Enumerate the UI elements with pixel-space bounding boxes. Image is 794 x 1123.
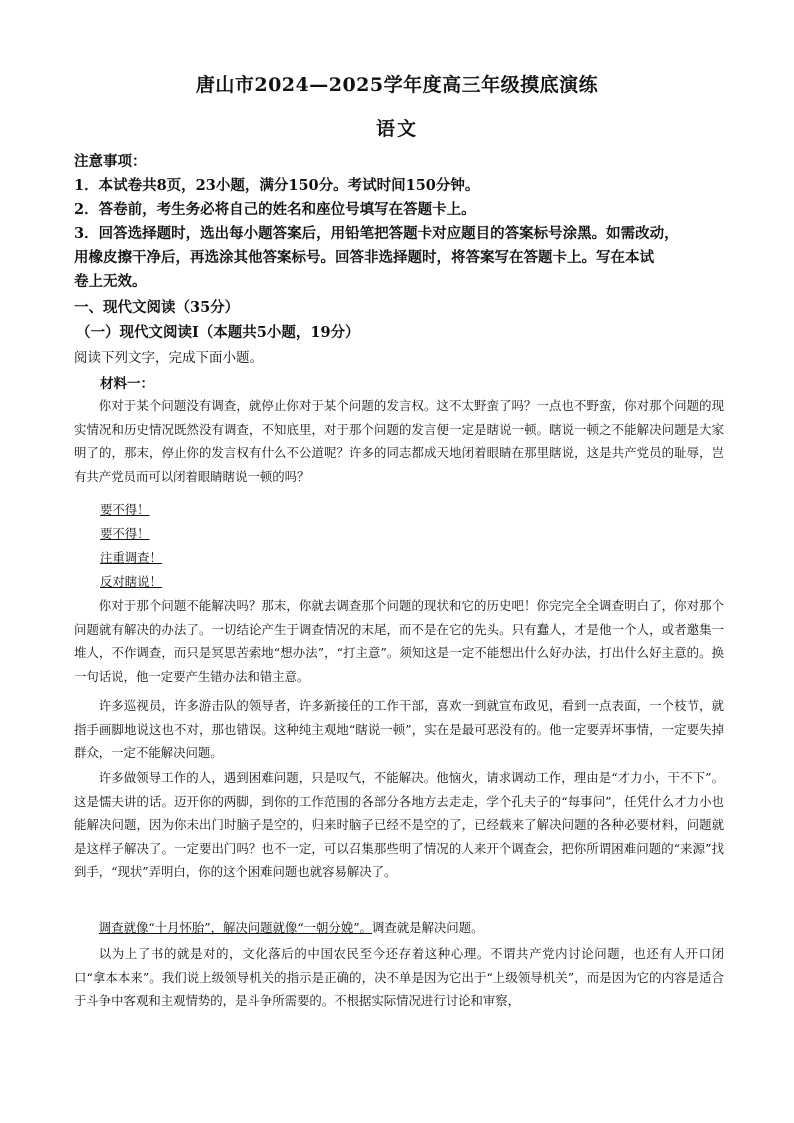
reading-instruction: 阅读下列文字，完成下面小题。: [74, 350, 263, 366]
paragraph-1: 你对于某个问题没有调查，就停止你对于某个问题的发言权。这不太野蛮了吗？一点也不野蛮，你对那个问题的现实情况和历史情况既然没有调查，不知底里，对于那个问题的发言便一定是瞎说一顿。瞎说一顿之不能解决问题是大家明了的，那末，停止你的发言权有什么不公道呢？许多的同志都成天地闭着眼睛在那里瞎说，这是共产党员的耻辱，岂有共产党员而可以闭着眼睛瞎说一顿的吗？: [74, 398, 724, 484]
short-line-3: 注重调查！: [100, 550, 162, 565]
paragraph-3: 许多巡视员，许多游击队的领导者，许多新接任的工作干部，喜欢一到就宣布政见，看到一点表面，一个枝节，就指手画脚地说这也不对，那也错误。这种纯主观地“瞎说一顿”，实在是最可恶没有的。他一定要弄坏事情，一定要失掉群众，一定不能解决问题。: [74, 698, 724, 761]
short-line-1: 要不得！: [100, 502, 150, 517]
paragraph-4: 许多做领导工作的人，遇到困难问题，只是叹气，不能解决。他恼火，请求调动工作，理由是“才力小，干不下”。这是懦夫讲的话。迈开你的两脚，到你的工作范围的各部分各地方去走走，学个孔夫子的“每事问”，任凭什么才力小也能解决问题，因为你未出门时脑子是空的，归来时脑子已经不是空的了，已经载来了解决问题的各种必要材料，问题就是这样子解决了。一定要出门吗？也不一定，可以召集那些明了情况的人来开个调查会，把你所谓困难问题的“来源”找到手，“现状”弄明白，你的这个困难问题也就容易解决了。: [74, 770, 724, 880]
paragraph-5-tail: 调查就是解决问题。: [371, 920, 484, 935]
notes-item-2: 2．答卷前，考生务必将自己的姓名和座位号填写在答题卡上。: [74, 201, 476, 218]
paragraph-5: [74, 916, 724, 940]
notes-heading: 注意事项：: [74, 153, 147, 170]
notes-item-3-cont: 用橡皮擦干净后，再选涂其他答案标号。回答非选择题时，将答案写在答题卡上。写在本试: [74, 249, 654, 266]
material-label: 材料一：: [100, 376, 154, 392]
paragraph-2: 你对于那个问题不能解决吗？那末，你就去调查那个问题的现状和它的历史吧！你完完全全调查明白了，你对那个问题就有解决的办法了。一切结论产生于调查情况的末尾，而不是在它的先头。只有蠢人，才是他一个人，或者邀集一堆人，不作调查，而只是冥思苦索地“想办法”，“打主意”。须知这是一定不能想出什么好办法，打出什么好主意的。换一句话说，他一定要产生错办法和错主意。: [74, 598, 724, 684]
paragraph-6: 以为上了书的就是对的，文化落后的中国农民至今还存着这种心理。不谓共产党内讨论问题，也还有人开口闭口“拿本本来”。我们说上级领导机关的指示是正确的，决不单是因为它出于“上级领导机关”，而是因为它的内容是适合于斗争中客观和主观情势的，是斗争所需要的。不根据实际情况进行讨论和审察，: [74, 946, 724, 1009]
notes-item-3: 3．回答选择题时，选出每小题答案后，用铅笔把答题卡对应题目的答案标号涂黑。如需改动，: [74, 225, 679, 242]
exam-title: 唐山市2024—2025学年度高三年级摸底演练: [195, 74, 599, 96]
short-line-4: 反对瞎说！: [100, 574, 162, 589]
short-line-2: 要不得！: [100, 526, 150, 541]
underlined-sentence: 调查就像“十月怀胎”，解决问题就像“一朝分娩”。: [98, 920, 372, 935]
notes-item-3-end: 卷上无效。: [74, 273, 147, 290]
section-subtitle: （一）现代文阅读Ⅰ（本题共5小题，19分）: [76, 324, 360, 341]
notes-item-1: 1．本试卷共8页，23小题，满分150分。考试时间150分钟。: [74, 177, 480, 194]
section-title: 一、现代文阅读（35分）: [74, 299, 240, 316]
subject-title: 语文: [375, 118, 418, 140]
